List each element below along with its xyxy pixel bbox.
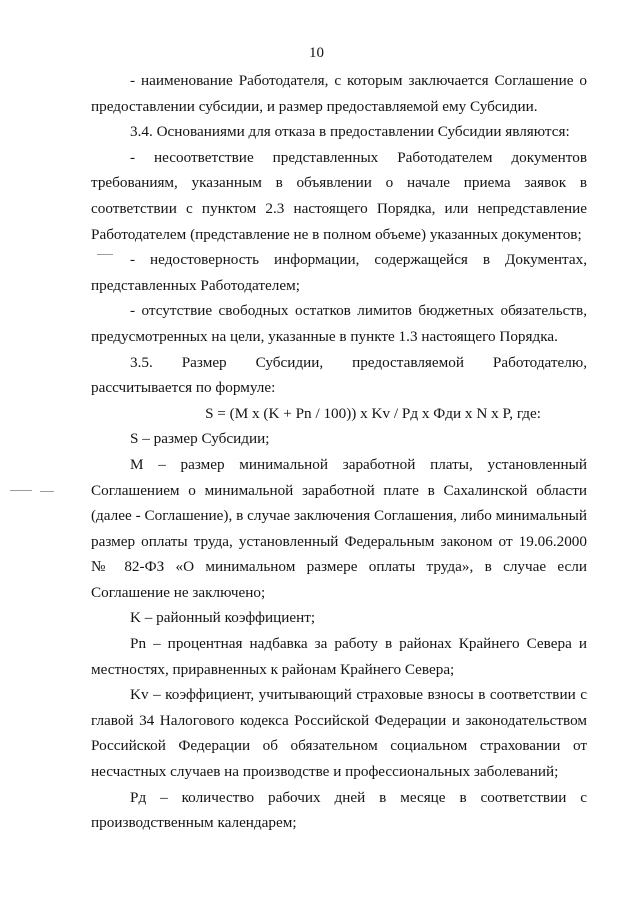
paragraph-3-5-heading: 3.5. Размер Субсидии, предоставляемой Работодателю, рассчитывается по формуле: [91, 353, 587, 397]
scan-mark [97, 254, 113, 255]
definition-pd: Pд – количество рабочих дней в месяце в соответствии с производственным календарем; [91, 788, 587, 832]
definition-k: K – районный коэффициент; [130, 609, 316, 627]
definition-s: S – размер Субсидии; [130, 430, 270, 448]
scan-mark [40, 491, 54, 492]
subsidy-formula: S = (M x (K + Pn / 100)) x Kv / Pд x Фди x N x P, где: [205, 404, 541, 422]
document-body [91, 68, 587, 836]
paragraph-employer-name: - наименование Работодателя, с которым заключается Соглашение о предоставлении субсидии, и размер предоставляемой ему Субсидии. [91, 72, 587, 115]
paragraph-refusal-unreliable: - недостоверность информации, содержащейся в Документах, представленных Работодателем; [91, 251, 587, 294]
paragraph-3-4-heading: 3.4. Основаниями для отказа в предоставлении Субсидии являются: [130, 123, 570, 141]
paragraph-refusal-limits: - отсутствие свободных остатков лимитов бюджетных обязательств, предусмотренных на цели, указанные в пункте 1.3 настоящего Порядка. [91, 302, 587, 345]
definition-kv: Kv – коэффициент, учитывающий страховые взносы в соответствии с главой 34 Налогового кодекса Российской Федерации и законодательством Российской Федерации об обязательном социальном страховании от несчастных случаев на производстве и профессиональных заболеваний; [91, 686, 587, 781]
definition-m: M – размер минимальной заработной платы, установленный Соглашением о минимальной заработной плате в Сахалинской области (далее - Соглашение), в случае заключения Соглашения, либо минимальный размер оплаты труда, установленный Федеральным законом от 19.06.2000 № 82-ФЗ «О минимальном размере оплаты труда», в случае если Соглашение не заключено; [91, 455, 587, 601]
definition-pn: Pn – процентная надбавка за работу в районах Крайнего Севера и местностях, приравненных к районам Крайнего Севера; [91, 635, 587, 678]
paragraph-refusal-documents: - несоответствие представленных Работодателем документов требованиям, указанным в объявлении о начале приема заявок в соответствии с пунктом 2.3 настоящего Порядка, или непредставление Работодателем (представление не в полном объеме) указанных документов; [91, 148, 587, 243]
page-number: 10 [309, 45, 324, 61]
scan-mark [10, 490, 32, 491]
